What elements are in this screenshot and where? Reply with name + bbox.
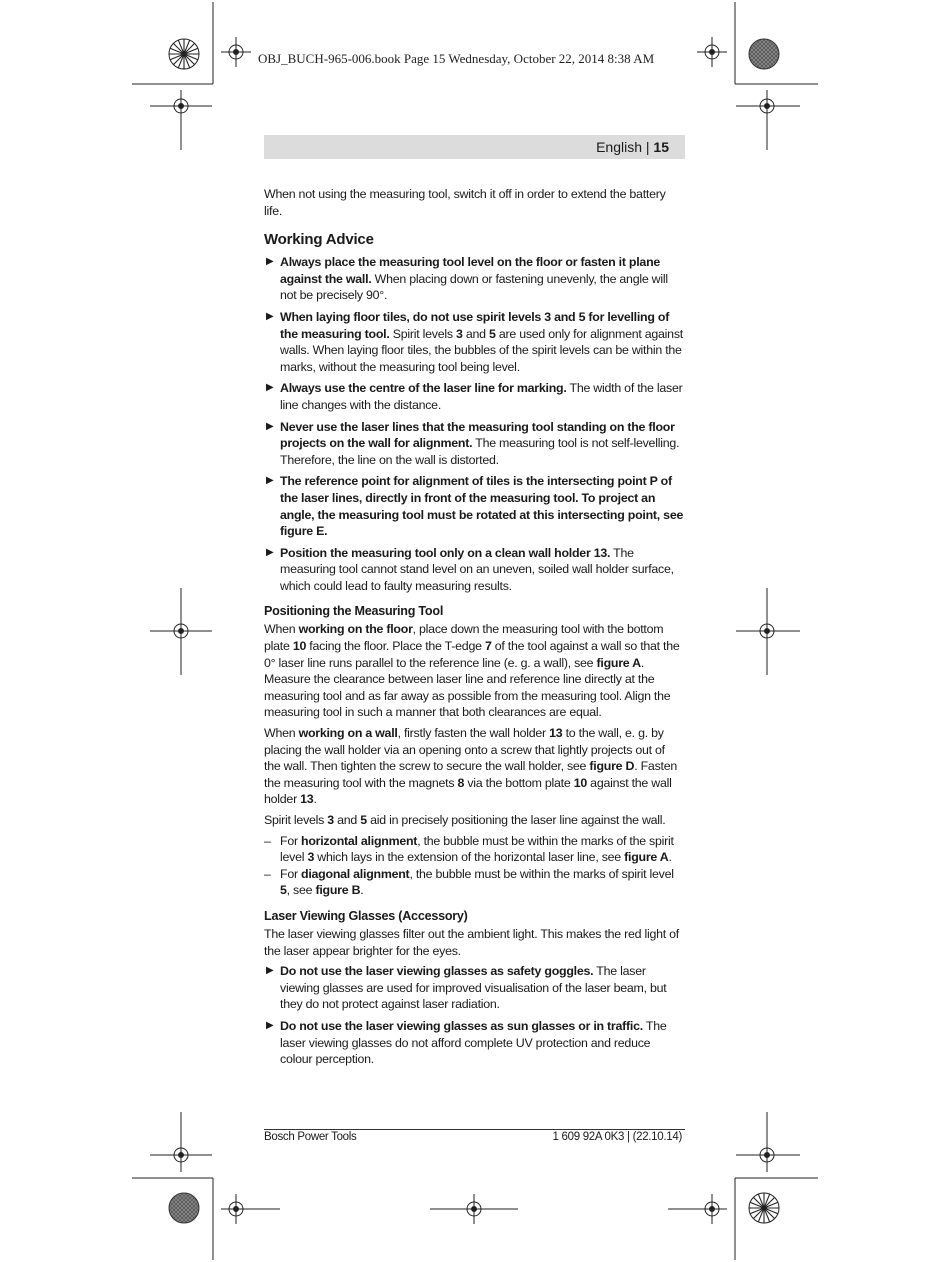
page-header xyxy=(264,135,685,159)
list-item: ▶ Do not use the laser viewing glasses as safety goggles. The laser viewing glasses are used for improved visualisation of the laser beam, but they do not protect against laser radiation. xyxy=(266,964,667,1012)
bullet-triangle-icon: ▶ xyxy=(266,475,274,487)
list-item: ▶ The reference point for alignment of tiles is the intersecting point P of the laser lines, directly in front of the measuring tool. To project an angle, the measuring tool must be rotated at this intersecting point, see figure E. xyxy=(266,474,684,539)
bullet-triangle-icon: ▶ xyxy=(266,310,274,322)
star-target-bottom-right xyxy=(749,1193,779,1223)
bullet-triangle-icon: ▶ xyxy=(266,546,274,558)
tone-target-top-right xyxy=(749,39,779,69)
floor-paragraph: When working on the floor, place down the measuring tool with the bottom plate 10 facing the floor. Place the T-edge 7 of the tool against a wall so that the 0° laser line runs parallel to the reference line (e. g. a wall), see figure A. Measure the clearance between laser line and reference line directly at the measuring tool and as far away as possible from the measuring tool. Align the measuring tool in such a manner that both clearances are equal. xyxy=(264,622,680,720)
wall-paragraph: When working on a wall, firstly fasten the wall holder 13 to the wall, e. g. by placing the wall holder via an opening onto a screw that lightly projects out of the wall. Then tighten the screw to secure the wall holder, see figure D. Fasten the measuring tool with the magnets 8 via the bottom plate 10 against the wall holder 13. xyxy=(264,726,677,807)
list-item: ▶ Always place the measuring tool level on the floor or fasten it plane against the wall. When placing down or fastening unevenly, the angle will not be precisely 90°. xyxy=(266,255,668,303)
dash-bullet-icon: – xyxy=(264,866,271,881)
bullet-triangle-icon: ▶ xyxy=(266,420,274,432)
header-language: English | xyxy=(596,139,654,155)
footer-brand: Bosch Power Tools xyxy=(264,1131,357,1143)
working-advice-list xyxy=(264,254,684,594)
glasses-list xyxy=(264,963,684,1068)
glasses-intro: The laser viewing glasses filter out the ambient light. This makes the red light of the laser appear brighter for the eyes. xyxy=(264,926,679,958)
tone-target-bottom-left xyxy=(169,1193,199,1223)
page-content xyxy=(264,186,684,1073)
bullet-triangle-icon: ▶ xyxy=(266,382,274,394)
intro-paragraph: When not using the measuring tool, switch it off in order to extend the battery life. xyxy=(264,187,666,218)
spirit-levels-paragraph: Spirit levels 3 and 5 aid in precisely positioning the laser line against the wall. xyxy=(264,813,666,827)
list-item: ▶ Position the measuring tool only on a clean wall holder 13. The measuring tool cannot stand level on an uneven, soiled wall holder surface, which could lead to faulty measuring results. xyxy=(266,545,674,593)
page-number: 15 xyxy=(653,139,669,155)
list-item: ▶ When laying floor tiles, do not use spirit levels 3 and 5 for levelling of the measuring tool. Spirit levels 3 and 5 are used only for alignment against walls. When laying floor tiles, the bubbles of the spirit levels can be within the marks, without the measuring tool being level. xyxy=(266,309,683,374)
star-target-top-left xyxy=(169,39,199,69)
list-item: – For horizontal alignment, the bubble must be within the marks of the spirit level 3 which lays in the extension of the horizontal laser line, see figure A. xyxy=(264,833,674,865)
footer-rule xyxy=(264,1129,685,1130)
list-item: ▶ Never use the laser lines that the measuring tool standing on the floor projects on the wall for alignment. The measuring tool is not self-levelling. Therefore, the line on the wall is distorted. xyxy=(266,419,680,467)
alignment-list xyxy=(264,833,684,899)
list-item: ▶ Always use the centre of the laser line for marking. The width of the laser line changes with the distance. xyxy=(266,381,683,412)
footer-doc-number: 1 609 92A 0K3 | (22.10.14) xyxy=(552,1131,682,1143)
glasses-heading: Laser Viewing Glasses (Accessory) xyxy=(264,908,468,923)
list-item: ▶ Do not use the laser viewing glasses as sun glasses or in traffic. The laser viewing glasses do not afford complete UV protection and reduce colour perception. xyxy=(266,1018,667,1067)
working-advice-heading: Working Advice xyxy=(264,231,374,249)
list-item: – For diagonal alignment, the bubble must be within the marks of spirit level 5, see figure B. xyxy=(264,866,674,898)
bullet-triangle-icon: ▶ xyxy=(266,256,274,268)
print-slug-line: OBJ_BUCH-965-006.book Page 15 Wednesday, October 22, 2014 8:38 AM xyxy=(258,51,655,66)
bullet-triangle-icon: ▶ xyxy=(266,965,274,977)
positioning-heading: Positioning the Measuring Tool xyxy=(264,604,444,619)
bullet-triangle-icon: ▶ xyxy=(266,1019,274,1031)
dash-bullet-icon: – xyxy=(264,833,271,848)
